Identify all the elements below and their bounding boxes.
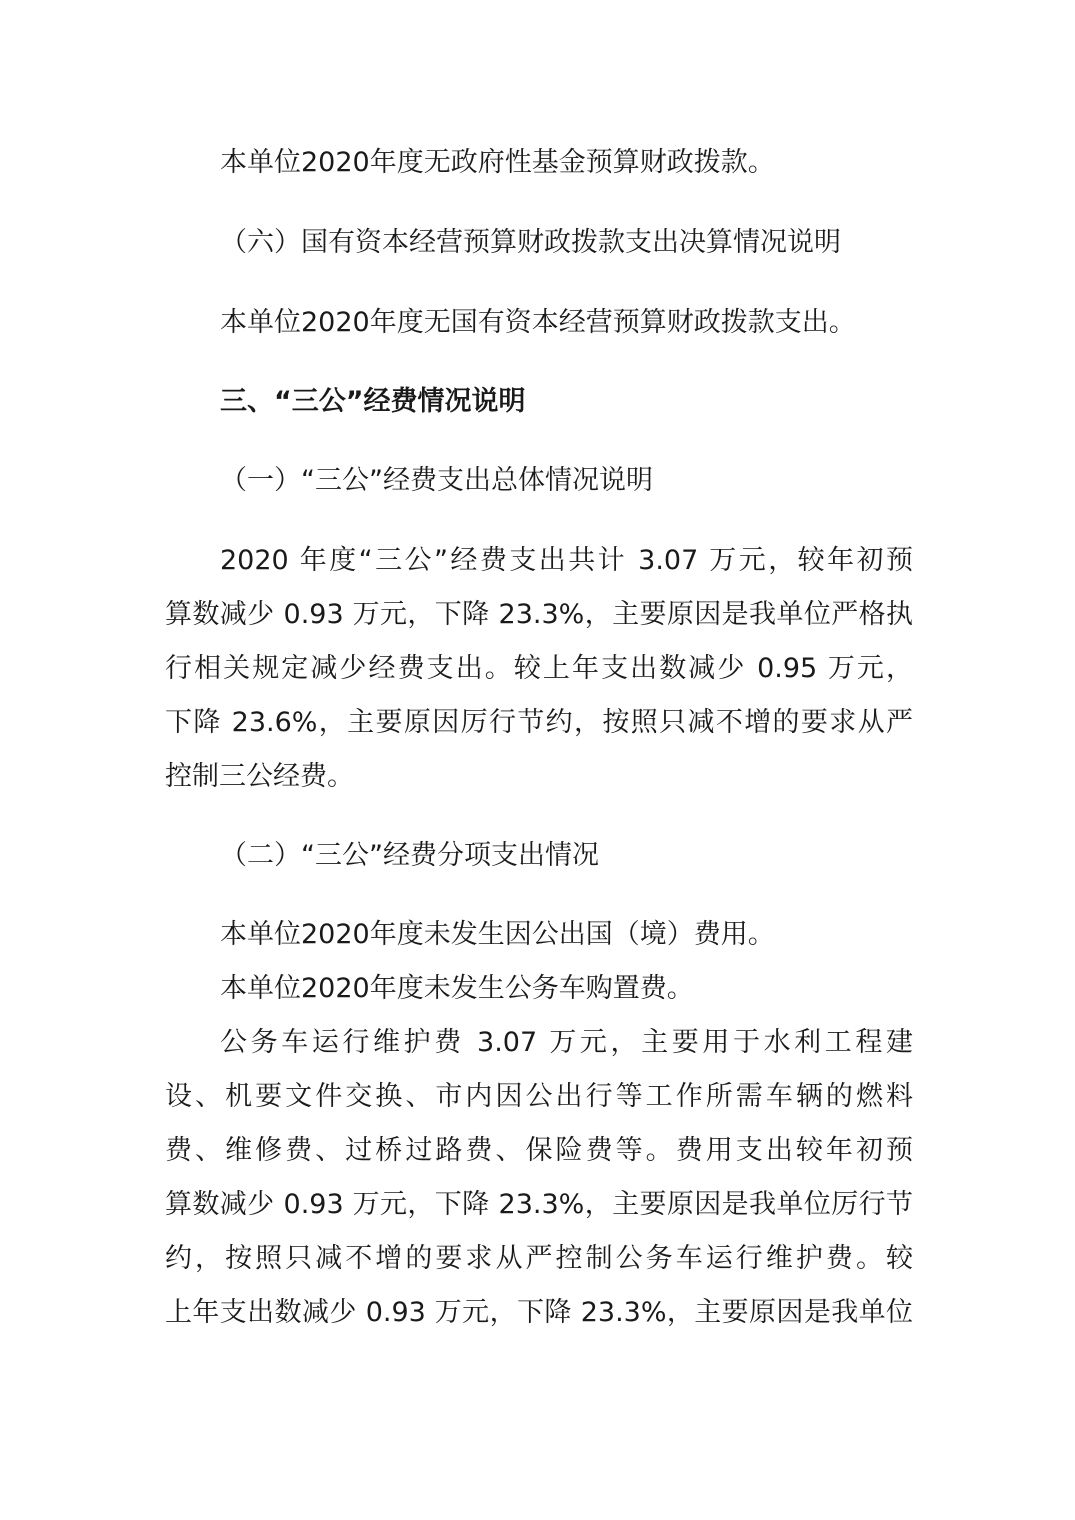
paragraph-line: 上年支出数减少 0.93 万元，下降 23.3%，主要原因是我单位 <box>165 1297 913 1328</box>
paragraph-no-overseas-travel: 本单位2020年度未发生因公出国（境）费用。 <box>220 919 775 950</box>
paragraph-line: 2020 年度“三公”经费支出共计 3.07 万元，较年初预 <box>220 545 913 576</box>
paragraph-line: 行相关规定减少经费支出。较上年支出数减少 0.95 万元， <box>165 653 913 684</box>
paragraph-line: 约，按照只减不增的要求从严控制公务车运行维护费。较 <box>165 1243 913 1274</box>
paragraph-no-state-capital-expenditure: 本单位2020年度无国有资本经营预算财政拨款支出。 <box>220 307 856 338</box>
paragraph-line: 算数减少 0.93 万元，下降 23.3%，主要原因是我单位厉行节 <box>165 1189 913 1220</box>
heading-state-capital-budget: （六）国有资本经营预算财政拨款支出决算情况说明 <box>220 227 841 258</box>
paragraph-no-fund-budget: 本单位2020年度无政府性基金预算财政拨款。 <box>220 147 775 178</box>
paragraph-line: 费、维修费、过桥过路费、保险费等。费用支出较年初预 <box>165 1135 913 1166</box>
paragraph-line: 公务车运行维护费 3.07 万元，主要用于水利工程建 <box>220 1027 913 1058</box>
paragraph-line: 设、机要文件交换、市内因公出行等工作所需车辆的燃料 <box>165 1081 913 1112</box>
heading-overall-expenditure: （一）“三公”经费支出总体情况说明 <box>220 465 653 496</box>
section-title-three-public-funds: 三、“三公”经费情况说明 <box>220 386 526 417</box>
paragraph-no-vehicle-purchase: 本单位2020年度未发生公务车购置费。 <box>220 973 694 1004</box>
paragraph-line: 算数减少 0.93 万元，下降 23.3%，主要原因是我单位严格执 <box>165 599 913 630</box>
paragraph-line: 控制三公经费。 <box>165 761 354 792</box>
paragraph-line: 下降 23.6%，主要原因厉行节约，按照只减不增的要求从严 <box>165 707 913 738</box>
heading-itemized-expenditure: （二）“三公”经费分项支出情况 <box>220 840 599 871</box>
